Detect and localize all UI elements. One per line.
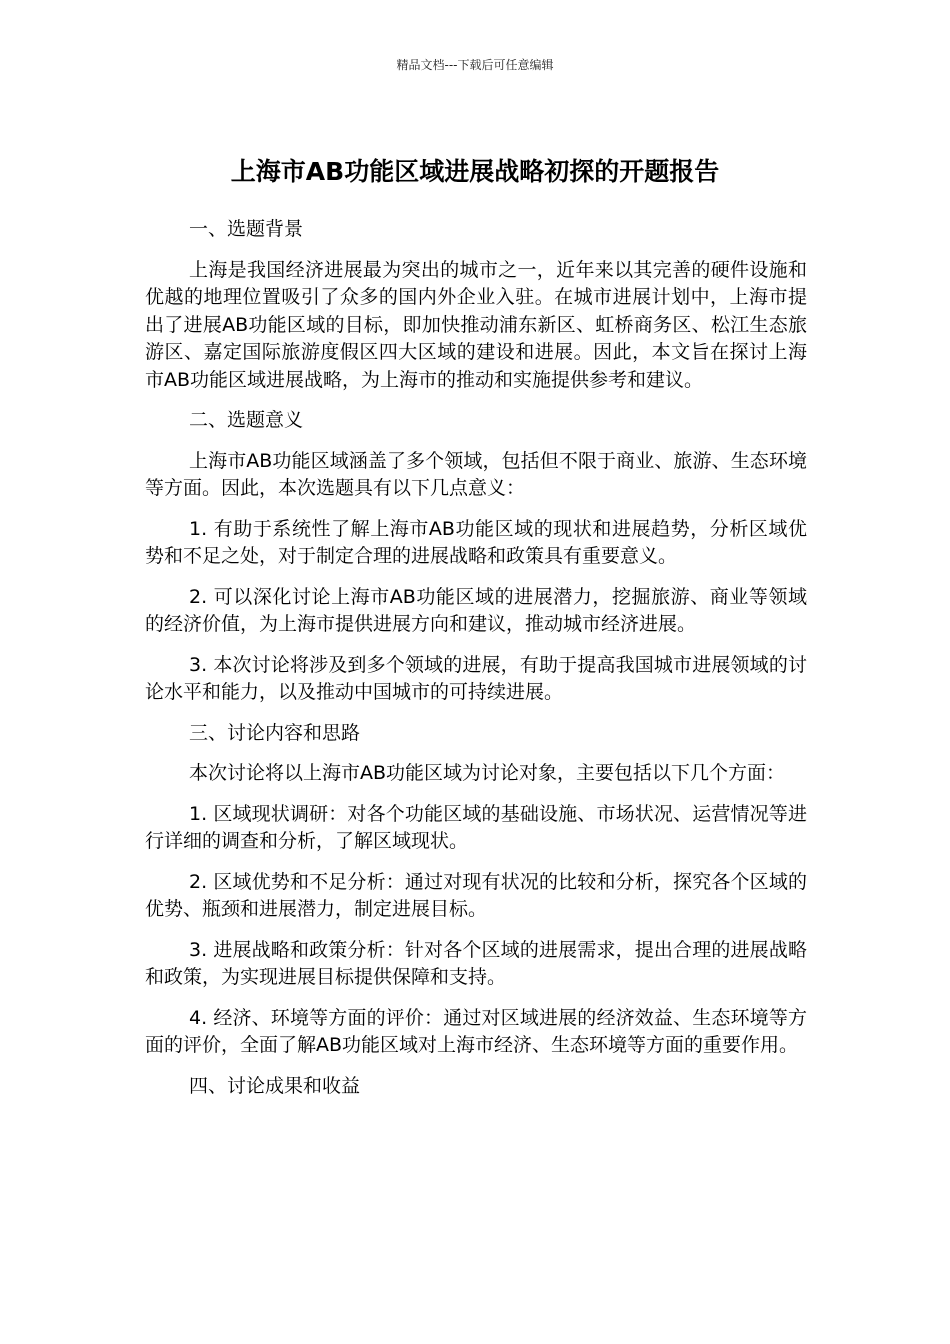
section-heading-background: 一、选题背景	[189, 218, 304, 240]
paragraph-background: 上海是我国经济进展最为突出的城市之一，近年来以其完善的硬件设施和优越的地理位置吸引了众多的国内外企业入驻。在城市进展计划中，上海市提出了进展AB功能区域的目标，即加快推动浦东新区、虹桥商务区、松江生态旅游区、嘉定国际旅游度假区四大区域的建设和进展。因此，本文旨在探讨上海市AB功能区域进展战略，为上海市的推动和实施提供参考和建议。	[145, 258, 807, 391]
section-heading-significance: 二、选题意义	[189, 409, 304, 431]
list-item-content-4: 4. 经济、环境等方面的评价：通过对区域进展的经济效益、生态环境等方面的评价，全面了解AB功能区域对上海市经济、生态环境等方面的重要作用。	[145, 1006, 807, 1056]
list-item-content-3: 3. 进展战略和政策分析：针对各个区域的进展需求，提出合理的进展战略和政策，为实现进展目标提供保障和支持。	[145, 938, 807, 988]
section-heading-results: 四、讨论成果和收益	[189, 1074, 361, 1097]
list-item-significance-2: 2. 可以深化讨论上海市AB功能区域的进展潜力，挖掘旅游、商业等领域的经济价值，为上海市提供进展方向和建议，推动城市经济进展。	[145, 585, 807, 635]
document-body	[145, 216, 807, 1113]
section-heading-content: 三、讨论内容和思路	[189, 721, 361, 744]
document-title: 上海市AB功能区域进展战略初探的开题报告	[230, 156, 720, 186]
list-item-content-1: 1. 区域现状调研：对各个功能区域的基础设施、市场状况、运营情况等进行详细的调查和分析，了解区域现状。	[145, 802, 807, 852]
page-header: 精品文档---下载后可任意编辑	[396, 58, 554, 72]
list-item-significance-3: 3. 本次讨论将涉及到多个领域的进展，有助于提高我国城市进展领域的讨论水平和能力，以及推动中国城市的可持续进展。	[145, 653, 807, 703]
paragraph-content-intro: 本次讨论将以上海市AB功能区域为讨论对象，主要包括以下几个方面：	[189, 762, 786, 784]
list-item-significance-1: 1. 有助于系统性了解上海市AB功能区域的现状和进展趋势，分析区域优势和不足之处，对于制定合理的进展战略和政策具有重要意义。	[145, 517, 807, 567]
paragraph-significance-intro: 上海市AB功能区域涵盖了多个领域，包括但不限于商业、旅游、生态环境等方面。因此，本次选题具有以下几点意义：	[145, 449, 807, 499]
list-item-content-2: 2. 区域优势和不足分析：通过对现有状况的比较和分析，探究各个区域的优势、瓶颈和进展潜力，制定进展目标。	[145, 870, 807, 920]
